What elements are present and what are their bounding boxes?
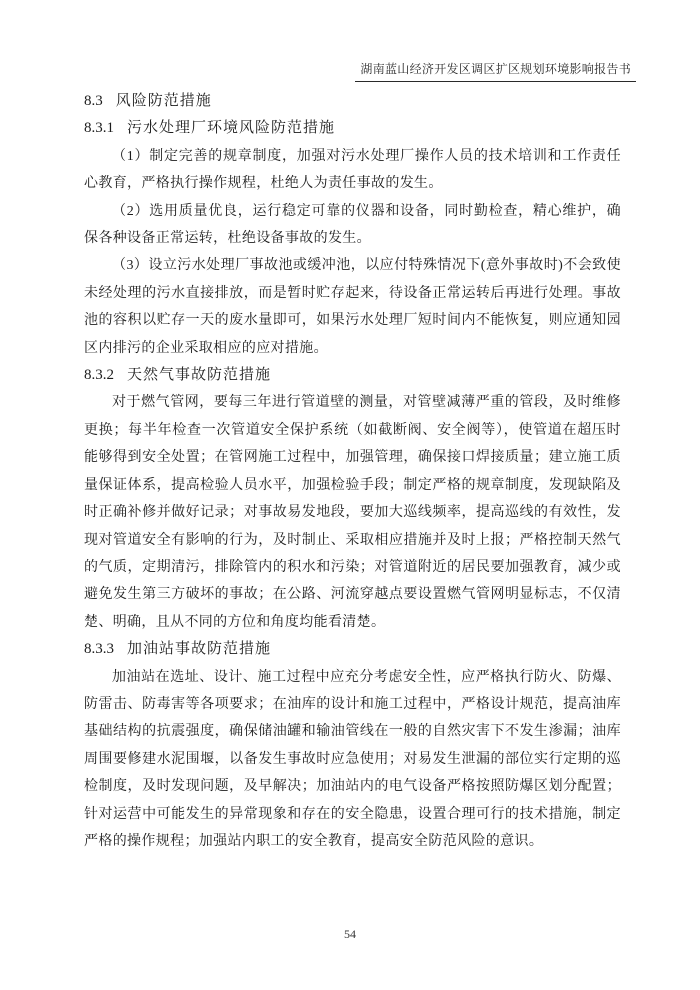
document-content	[84, 88, 621, 855]
page-number: 54	[344, 927, 356, 941]
section-heading-8-3-3	[84, 636, 621, 663]
section-number: 8.3	[84, 93, 103, 109]
section-title: 风险防范措施	[115, 93, 212, 109]
section-number: 8.3.3	[84, 641, 114, 658]
page-footer	[0, 927, 700, 942]
page-header	[0, 60, 636, 82]
section-heading-8-3	[84, 88, 621, 115]
paragraph-8-3-2: 对于燃气管网，要每三年进行管道壁的测量，对管壁减薄严重的管段，及时维修更换；每半年检查一次管道安全保护系统（如截断阀、安全阀等），使管道在超压时能够得到安全处置；在管网施工过程中，加强管理，确保接口焊接质量；建立施工质量保证体系，提高检验人员水平，加强检验手段；制定严格的规章制度，发现缺陷及时正确补修并做好记录；对事故易发地段，要加大巡线频率，提高巡线的有效性，发现对管道安全有影响的行为，及时制止、采取相应措施并及时上报；严格控制天然气的气质，定期清污，排除管内的积水和污染；对管道附近的居民要加强教育，减少或避免发生第三方破坏的事故；在公路、河流穿越点要设置燃气管网明显标志，不仅清楚、明确，且从不同的方位和角度均能看清楚。	[84, 395, 621, 630]
section-number: 8.3.1	[84, 120, 114, 137]
paragraph-8-3-3: 加油站在选址、设计、施工过程中应充分考虑安全性，应严格执行防火、防爆、防雷击、防毒害等各项要求；在油库的设计和施工过程中，严格设计规范，提高油库基础结构的抗震强度，确保储油罐和输油管线在一般的自然灾害下不发生渗漏；油库周围要修建水泥围堰，以备发生事故时应急使用；对易发生泄漏的部位实行定期的巡检制度，及时发现问题，及早解决；加油站内的电气设备严格按照防爆区划分配置；针对运营中可能发生的异常现象和存在的安全隐患，设置合理可行的技术措施，制定严格的操作规程；加强站内职工的安全教育，提高安全防范风险的意识。	[84, 669, 621, 849]
paragraph-item-1: （1）制定完善的规章制度，加强对污水处理厂操作人员的技术培训和工作责任心教育，严格执行操作规程，杜绝人为责任事故的发生。	[84, 148, 621, 192]
section-title: 污水处理厂环境风险防范措施	[127, 120, 336, 137]
paragraph-item-3: （3）设立污水处理厂事故池或缓冲池，以应付特殊情况下(意外事故时)不会致使未经处理的污水直接排放，而是暂时贮存起来，待设备正常运转后再进行处理。事故池的容积以贮存一天的废水量即可，如果污水处理厂短时间内不能恢复，则应通知园区内排污的企业采取相应的应对措施。	[84, 258, 621, 356]
header-title: 湖南蓝山经济开发区调区扩区规划环境影响报告书	[355, 60, 636, 82]
section-heading-8-3-1	[84, 115, 621, 142]
section-number: 8.3.2	[84, 367, 114, 384]
paragraph-item-2: （2）选用质量优良，运行稳定可靠的仪器和设备，同时勤检查，精心维护，确保各种设备正常运转，杜绝设备事故的发生。	[84, 203, 621, 247]
section-heading-8-3-2	[84, 362, 621, 389]
section-title: 加油站事故防范措施	[127, 641, 272, 658]
section-title: 天然气事故防范措施	[127, 367, 272, 384]
